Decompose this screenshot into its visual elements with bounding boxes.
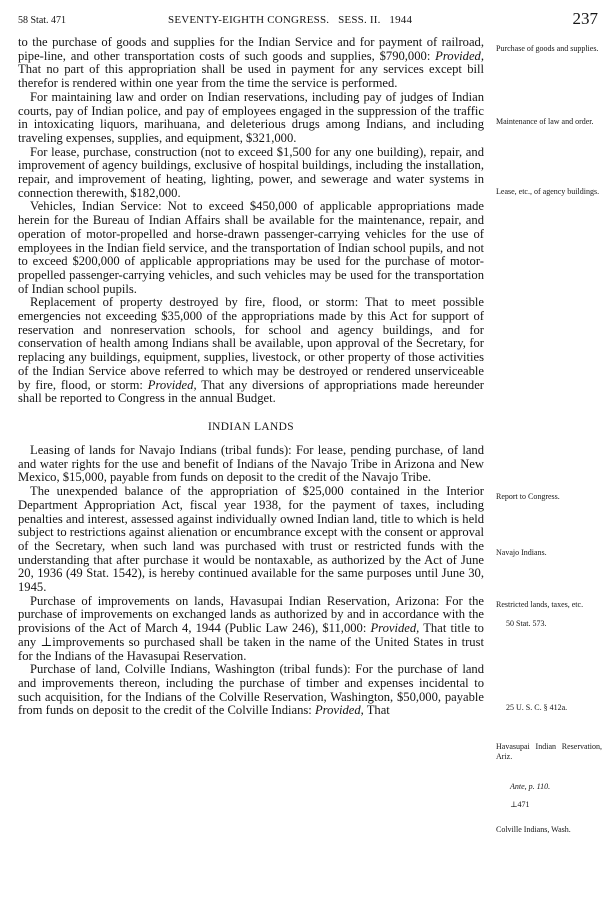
running-title: SEVENTY-EIGHTH CONGRESS. SESS. II. 1944 bbox=[168, 14, 413, 26]
margin-note-colville: Colville Indians, Wash. bbox=[496, 825, 571, 834]
margin-note-stat-573: 50 Stat. 573. bbox=[506, 619, 547, 628]
main-text bbox=[18, 36, 484, 718]
margin-note-ref-471: ⊥471 bbox=[510, 800, 530, 809]
page-number: 237 bbox=[572, 9, 598, 28]
margin-note-report-congress: Report to Congress. bbox=[496, 492, 560, 501]
statute-reference: 58 Stat. 471 bbox=[18, 15, 67, 26]
margin-note-havasupai: Havasupai Indian Reservation, Ariz. bbox=[496, 742, 602, 761]
margin-note-ante: Ante, p. 110. bbox=[510, 782, 551, 791]
margin-note-law-order: Maintenance of law and order. bbox=[496, 117, 594, 126]
paragraph-goods-supplies: to the purchase of goods and supplies for the Indian Service and for payment of railroad, pipe-line, and other transportation costs of such goods and supplies, $790,000: Provided, That no part of this appropriation shall be used in payment for any services except bill therefor is rendered within one year from the time the service is performed. bbox=[18, 35, 484, 91]
paragraph-agency-buildings: For lease, purchase, construction (not to exceed $1,500 for any one building), repair, and improvement of agency buildings, exclusive of hospital buildings, including the installation, repair, and improvement of heating, lighting, power, and sewerage and water systems in connection therewith, $182,000. bbox=[18, 144, 484, 200]
paragraph-unexpended-balance: The unexpended balance of the appropriation of $25,000 contained in the Interior Department Appropriation Act, fiscal year 1938, for the payment of taxes, including penalties and interest, assessed against individually owned Indian land, title to which is held subject to restrictions against alienation or encumbrance except with the consent or approval of the Secretary, when such land was purchased with trust or restricted funds with the understanding that after purchase it would be nontaxable, as authorized by the Act of June 20, 1936 (49 Stat. 1542), is hereby continued available for the same purposes until June 30, 1945. bbox=[18, 484, 484, 595]
paragraph-law-order: For maintaining law and order on Indian reservations, including pay of judges of Indian courts, pay of Indian police, and pay of employees engaged in the suppression of the traffic in intoxicating liquors, marihuana, and deleterious drugs among Indians, and including traveling expenses, supplies, and equipment, $321,000. bbox=[18, 89, 484, 145]
page-header bbox=[18, 9, 598, 31]
margin-note-agency-buildings: Lease, etc., of agency buildings. bbox=[496, 187, 600, 196]
margin-note-usc: 25 U. S. C. § 412a. bbox=[506, 703, 568, 712]
section-heading: INDIAN LANDS bbox=[207, 420, 295, 433]
paragraph-replacement-property: Replacement of property destroyed by fire, flood, or storm: That to meet possible emergencies not exceeding $35,000 of the appropriations made by this Act for support of reservation and nonreservation schools, for school and agency buildings, and for conservation of health among Indians shall be available, upon approval of the Secretary, for replacing any buildings, equipment, supplies, livestock, or other property of those activities of the Indian Service above referred to which may be destroyed or rendered unserviceable by fire, flood, or storm: Provided, That any diversions of appropriations made hereunder shall be reported to Congress in the annual Budget. bbox=[18, 295, 485, 406]
margin-note-navajo: Navajo Indians. bbox=[496, 548, 547, 557]
margin-note-restricted-lands: Restricted lands, taxes, etc. bbox=[496, 600, 584, 609]
paragraph-havasupai: Purchase of improvements on lands, Havasupai Indian Reservation, Arizona: For the purchase of improvements on exchanged lands as authorized by and in accordance with the provisions of the Act of March 4, 1944 (Public Law 246), $11,000: Provided, That title to any ⊥improvements so purchased shall be taken in the name of the United States in trust for the Indians of the Havasupai Reservation. bbox=[18, 593, 484, 663]
paragraph-colville: Purchase of land, Colville Indians, Washington (tribal funds): For the purchase of land and improvements thereon, including the purchase of timber and expenses incidental to such acquisition, for the Indians of the Colville Reservation, Washington, $50,000, payable from funds on deposit to the credit of the Colville Indians: Provided, That bbox=[18, 662, 484, 718]
margin-note-purchase-goods: Purchase of goods and supplies. bbox=[496, 44, 599, 53]
paragraph-navajo-leasing: Leasing of lands for Navajo Indians (tribal funds): For lease, pending purchase, of land and water rights for the use and benefit of Indians of the Navajo Tribe in Arizona and New Mexico, $15,000, payable from funds on deposit to the credit of the Navajo Tribe. bbox=[18, 442, 484, 485]
paragraph-vehicles: Vehicles, Indian Service: Not to exceed $450,000 of applicable appropriations made herein for the Bureau of Indian Affairs shall be available for the maintenance, repair, and operation of motor-propelled and horse-drawn passenger-carrying vehicles for the use of employees in the Indian field service, and the transportation of Indian school pupils, and not to exceed $200,000 of applicable appropriations may be used for the purchase of motor-propelled passenger-carrying vehicles, and such vehicles may be used for the transportation of Indian school pupils. bbox=[18, 199, 484, 296]
